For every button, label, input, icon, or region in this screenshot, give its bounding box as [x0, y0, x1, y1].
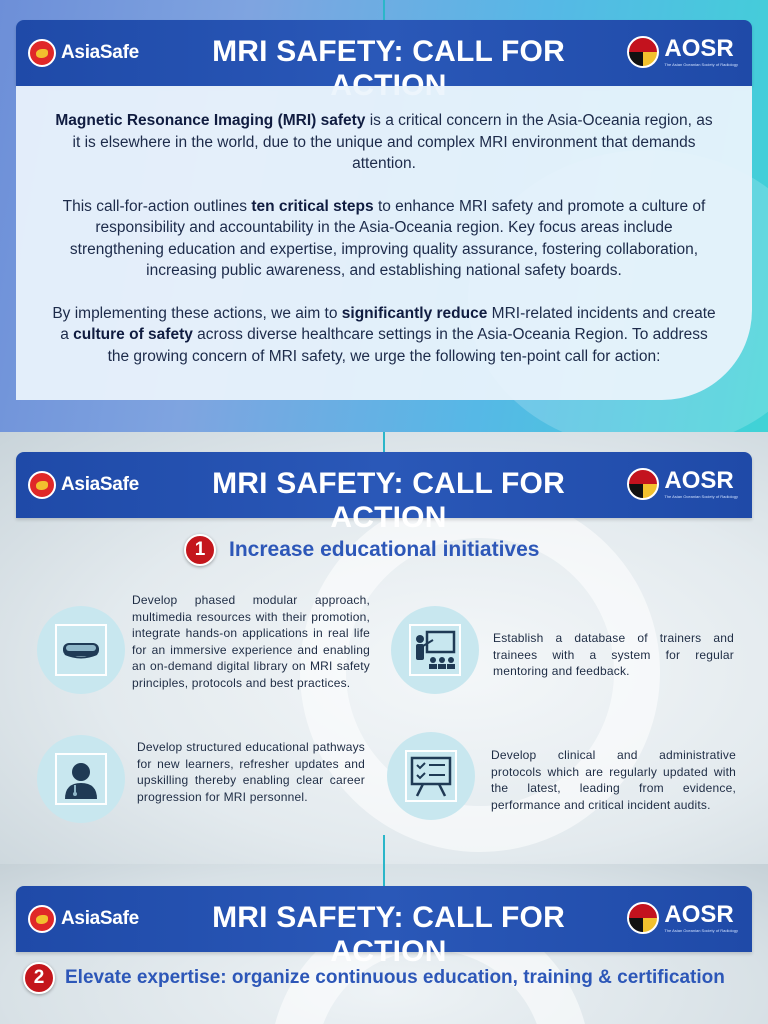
item-text: Develop phased modular approach, multimedia resources with their promotion, integrate hands-on applications in real life for an immersive experience and enabling an on-demand digital library on MRI safety principles, protocols and best practices.: [132, 593, 370, 690]
step-number-badge: 1: [184, 534, 216, 566]
connector-line: [383, 864, 385, 886]
asiasafe-logo: AsiaSafe: [28, 905, 139, 933]
page-title: MRI SAFETY: CALL FOR: [212, 35, 565, 68]
step-1-section: [0, 432, 768, 864]
aosr-logo: AOSR The Asian Oceanian Society of Radiology: [627, 36, 738, 68]
step-2-section: [0, 864, 768, 1024]
intro-paragraph-1: Magnetic Resonance Imaging (MRI) safety is a critical concern in the Asia-Oceania region, as it is elsewhere in the world, due to the unique and complex MRI environment that demands attention.: [55, 112, 713, 172]
step-2-heading: [23, 962, 725, 994]
intro-section: [0, 0, 768, 432]
intro-paragraph-3: By implementing these actions, we aim to significantly reduce MRI-related incidents and create a culture of safety across diverse healthcare settings in the Asia-Oceania Region. To address the growing concern of MRI safety, we urge the following ten-point call for action:: [52, 304, 716, 365]
aosr-globe-icon: [627, 468, 659, 500]
asiasafe-emblem-icon: [28, 39, 56, 67]
header-banner: [16, 20, 752, 86]
item-text: Establish a database of trainers and trainees with a system for regular mentoring and feedback.: [493, 631, 734, 679]
vr-headset-icon: [37, 606, 125, 694]
header-banner: [16, 452, 752, 534]
item-text: Develop structured educational pathways for new learners, refresher updates and upskilling thereby enabling clear career progression for MRI personnel.: [137, 740, 365, 804]
asiasafe-logo: AsiaSafe: [28, 471, 139, 499]
trainer-board-icon: [391, 606, 479, 694]
page-title: MRI SAFETY: CALL FOR ACTION: [212, 467, 565, 534]
connector-line: [383, 835, 385, 864]
step-1-heading: [184, 534, 539, 566]
item-text: Develop clinical and administrative protocols which are regularly updated with the latest, leading from evidence, performance and critical incident audits.: [491, 748, 736, 812]
checklist-board-icon: [387, 732, 475, 820]
page-title: MRI SAFETY: CALL FOR ACTION: [212, 901, 565, 968]
aosr-globe-icon: [627, 36, 659, 68]
header-banner: [16, 886, 752, 968]
aosr-logo: AOSR The Asian Oceanian Society of Radiology: [627, 468, 738, 500]
connector-line: [383, 432, 385, 452]
step-number-badge: 2: [23, 962, 55, 994]
doctor-icon: [37, 735, 125, 823]
step-title: Increase educational initiatives: [229, 538, 540, 561]
connector-line: [383, 0, 385, 20]
intro-card: [16, 86, 752, 400]
asiasafe-emblem-icon: [28, 471, 56, 499]
intro-paragraph-2: This call-for-action outlines ten critical steps to enhance MRI safety and promote a culture of responsibility and accountability in the Asia-Oceania region. Key focus areas include strengthening education and expertise, improving quality assurance, fostering collaboration, increasing public awareness, and establishing national safety boards.: [62, 197, 706, 279]
step-title: Elevate expertise: organize continuous education, training & certification: [65, 967, 725, 988]
aosr-globe-icon: [627, 902, 659, 934]
asiasafe-logo: AsiaSafe: [28, 39, 139, 67]
aosr-logo: AOSR The Asian Oceanian Society of Radiology: [627, 902, 738, 934]
asiasafe-emblem-icon: [28, 905, 56, 933]
